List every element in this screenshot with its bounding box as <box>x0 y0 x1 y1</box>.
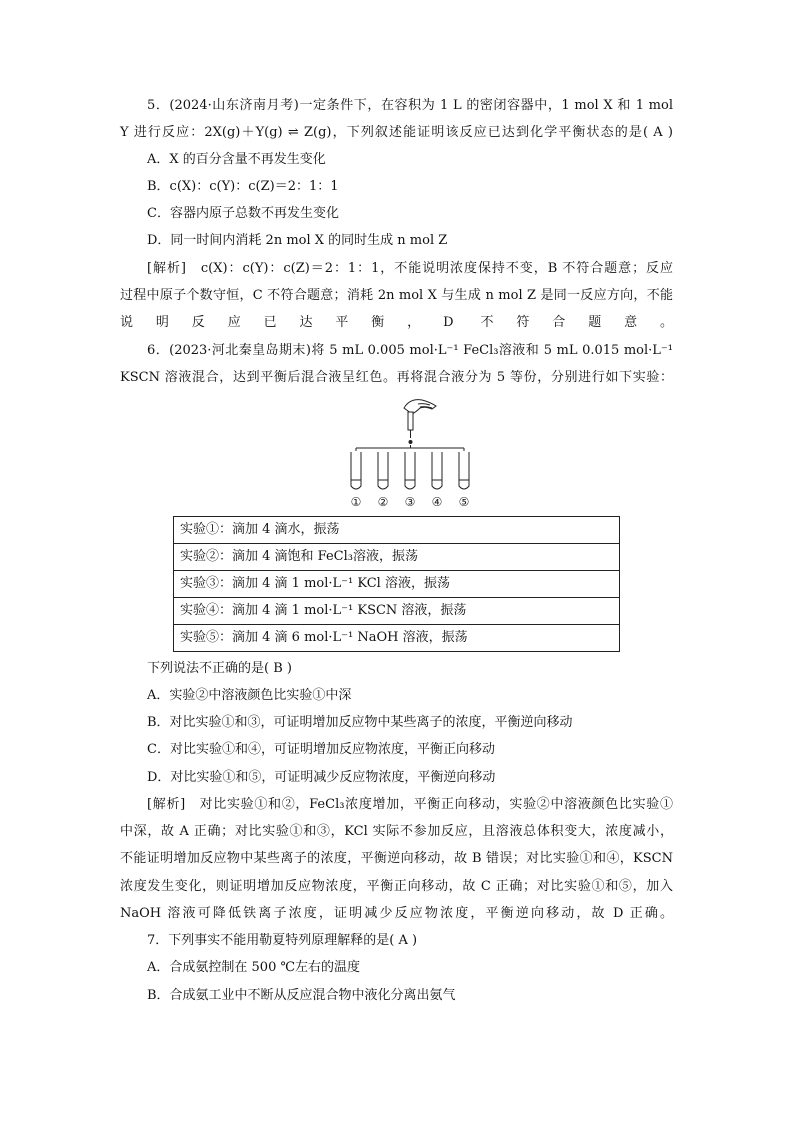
q5-analysis-line-1: [解析] c(X)：c(Y)：c(Z)＝2：1：1，不能说明浓度保持不变，B 不符合题意；反应 <box>147 261 673 276</box>
table-row <box>174 571 620 598</box>
q6-analysis-line-5: NaOH 溶液可降低铁离子浓度，证明减少反应物浓度，平衡逆向移动，故 D 正确。 <box>120 906 673 921</box>
hand-dropper-icon <box>404 400 436 444</box>
q6-question: 下列说法不正确的是( B ) <box>147 661 292 676</box>
table-row <box>174 625 620 652</box>
q5-analysis-line-2: 过程中原子个数守恒，C 不符合题意；消耗 2n mol X 与生成 n mol Z 是同一反应方向，不能 <box>120 288 673 303</box>
test-tubes <box>351 452 469 489</box>
test-tube-apparatus-figure <box>340 394 480 514</box>
q5-stem-line-2: Y 进行反应：2X(g)＋Y(g) ⇌ Z(g)，下列叙述能证明该反应已达到化学平衡状态的是( A ) <box>120 125 673 140</box>
q6-analysis-line-3: 不能证明增加反应物中某些离子的浓度，平衡逆向移动，故 B 错误；对比实验①和④，KSCN <box>120 851 673 866</box>
tube-label-5: ⑤ <box>458 495 470 509</box>
test-tube-3 <box>405 452 415 489</box>
tube-label-4: ④ <box>431 495 443 509</box>
dropper-and-tubes-illustration <box>340 394 480 514</box>
q6-option-d: D．对比实验①和⑤，可证明减少反应物浓度，平衡逆向移动 <box>147 770 496 785</box>
test-tube-2 <box>378 452 388 489</box>
q6-analysis-line-2: 中深，故 A 正确；对比实验①和③，KCl 实际不参加反应，且溶液总体积变大，浓度减小， <box>120 824 673 839</box>
tube-label-2: ② <box>377 495 389 509</box>
experiment-cell-3: 实验③：滴加 4 滴 1 mol·L⁻¹ KCl 溶液，振荡 <box>174 571 620 598</box>
q6-stem-line-1: 6．(2023·河北秦皇岛期末)将 5 mL 0.005 mol·L⁻¹ FeCl₃溶液和 5 mL 0.015 mol·L⁻¹ <box>147 343 673 358</box>
experiment-cell-4: 实验④：滴加 4 滴 1 mol·L⁻¹ KSCN 溶液，振荡 <box>174 598 620 625</box>
tube-label-1: ① <box>350 495 362 509</box>
table-row <box>174 544 620 571</box>
q6-option-b: B．对比实验①和③，可证明增加反应物中某些离子的浓度，平衡逆向移动 <box>147 715 573 730</box>
q5-option-d: D．同一时间内消耗 2n mol X 的同时生成 n mol Z <box>147 233 448 248</box>
experiment-cell-1: 实验①：滴加 4 滴水，振荡 <box>174 517 620 544</box>
q5-analysis-line-3: 说明反应已达平衡，D 不符合题意。 <box>120 315 673 330</box>
q6-stem-line-2: KSCN 溶液混合，达到平衡后混合液呈红色。再将混合液分为 5 等份，分别进行如下实验： <box>120 370 673 385</box>
experiment-cell-5: 实验⑤：滴加 4 滴 6 mol·L⁻¹ NaOH 溶液，振荡 <box>174 625 620 652</box>
q6-option-c: C．对比实验①和④，可证明增加反应物浓度，平衡正向移动 <box>147 742 495 757</box>
q7-stem: 7．下列事实不能用勒夏特列原理解释的是( A ) <box>147 933 418 948</box>
experiments-table <box>173 516 620 652</box>
q5-option-a: A．X 的百分含量不再发生变化 <box>147 152 326 167</box>
table-row <box>174 517 620 544</box>
q7-option-a: A．合成氨控制在 500 ℃左右的温度 <box>147 960 361 975</box>
q7-option-b: B．合成氨工业中不断从反应混合物中液化分离出氨气 <box>147 988 456 1003</box>
q6-option-a: A．实验②中溶液颜色比实验①中深 <box>147 688 352 703</box>
q5-option-c: C．容器内原子总数不再发生变化 <box>147 206 339 221</box>
q6-analysis-line-4: 浓度发生变化，则证明增加反应物浓度，平衡正向移动，故 C 正确；对比实验①和⑤，加入 <box>120 879 673 894</box>
q5-option-b: B．c(X)：c(Y)：c(Z)＝2：1：1 <box>147 179 339 194</box>
test-tube-4 <box>432 452 442 489</box>
test-tube-1 <box>351 452 361 489</box>
q6-analysis-line-1: [解析] 对比实验①和②，FeCl₃浓度增加，平衡正向移动，实验②中溶液颜色比实验① <box>147 797 673 812</box>
distribution-bracket <box>356 445 464 451</box>
table-row <box>174 598 620 625</box>
q5-stem-line-1: 5．(2024·山东济南月考)一定条件下，在容积为 1 L 的密闭容器中，1 mol X 和 1 mol <box>147 98 673 113</box>
tube-label-3: ③ <box>404 495 416 509</box>
test-tube-5 <box>459 452 469 489</box>
experiment-cell-2: 实验②：滴加 4 滴饱和 FeCl₃溶液，振荡 <box>174 544 620 571</box>
